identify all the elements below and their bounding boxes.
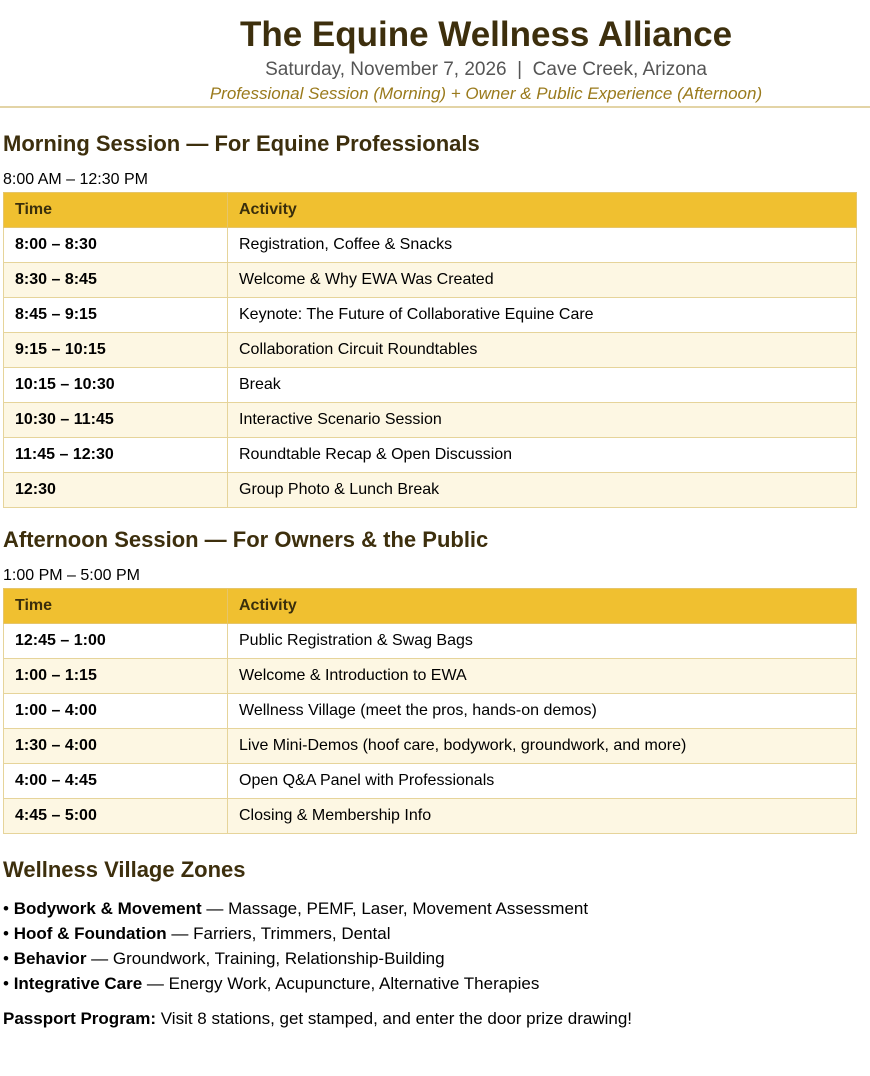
row-activity: Break	[228, 368, 857, 403]
row-time: 1:00 – 1:15	[4, 659, 228, 694]
row-time: 1:30 – 4:00	[4, 729, 228, 764]
column-header-activity: Activity	[228, 589, 857, 624]
passport-program	[0, 1008, 870, 1030]
table-row	[4, 228, 857, 263]
table-row	[4, 799, 857, 834]
afternoon-time-range: 1:00 PM – 5:00 PM	[3, 567, 140, 584]
zone-desc: — Energy Work, Acupuncture, Alternative Therapies	[142, 974, 540, 993]
morning-schedule-table	[3, 192, 857, 508]
row-activity: Welcome & Why EWA Was Created	[228, 263, 857, 298]
row-activity: Wellness Village (meet the pros, hands-on demos)	[228, 694, 857, 729]
row-time: 10:15 – 10:30	[4, 368, 228, 403]
zones-heading: Wellness Village Zones	[3, 857, 246, 882]
morning-heading: Morning Session — For Equine Professionals	[3, 131, 480, 156]
list-item: • Integrative Care — Energy Work, Acupuncture, Alternative Therapies	[3, 974, 540, 993]
table-row	[4, 298, 857, 333]
table-row	[4, 263, 857, 298]
table-row	[4, 473, 857, 508]
column-header-activity: Activity	[228, 193, 857, 228]
table-header-row	[4, 193, 857, 228]
row-time: 11:45 – 12:30	[4, 438, 228, 473]
zones-list	[0, 896, 870, 996]
passport-label: Passport Program:	[3, 1009, 157, 1028]
list-item: • Hoof & Foundation — Farriers, Trimmers, Dental	[3, 924, 391, 943]
event-date-location: Saturday, November 7, 2026 | Cave Creek, Arizona	[265, 59, 707, 80]
event-tagline: Professional Session (Morning) + Owner & Public Experience (Afternoon)	[209, 84, 763, 103]
afternoon-heading: Afternoon Session — For Owners & the Public	[3, 527, 489, 552]
list-item: • Behavior — Groundwork, Training, Relationship-Building	[3, 949, 445, 968]
row-time: 8:00 – 8:30	[4, 228, 228, 263]
row-time: 10:30 – 11:45	[4, 403, 228, 438]
row-activity: Welcome & Introduction to EWA	[228, 659, 857, 694]
row-activity: Collaboration Circuit Roundtables	[228, 333, 857, 368]
row-activity: Live Mini-Demos (hoof care, bodywork, groundwork, and more)	[228, 729, 857, 764]
passport-text: Visit 8 stations, get stamped, and enter the door prize drawing!	[156, 1009, 633, 1028]
zone-name: Behavior	[13, 949, 87, 968]
zone-desc: — Massage, PEMF, Laser, Movement Assessment	[201, 899, 589, 918]
table-row	[4, 764, 857, 799]
row-time: 12:45 – 1:00	[4, 624, 228, 659]
row-activity: Keynote: The Future of Collaborative Equine Care	[228, 298, 857, 333]
morning-time-range: 8:00 AM – 12:30 PM	[3, 171, 148, 188]
row-activity: Closing & Membership Info	[228, 799, 857, 834]
row-time: 8:45 – 9:15	[4, 298, 228, 333]
zone-desc: — Groundwork, Training, Relationship-Building	[86, 949, 445, 968]
zone-desc: — Farriers, Trimmers, Dental	[166, 924, 391, 943]
row-time: 4:00 – 4:45	[4, 764, 228, 799]
row-activity: Group Photo & Lunch Break	[228, 473, 857, 508]
row-activity: Interactive Scenario Session	[228, 403, 857, 438]
table-row	[4, 729, 857, 764]
row-time: 12:30	[4, 473, 228, 508]
table-row	[4, 368, 857, 403]
column-header-time: Time	[4, 589, 228, 624]
column-header-time: Time	[4, 193, 228, 228]
table-row	[4, 659, 857, 694]
row-time: 9:15 – 10:15	[4, 333, 228, 368]
row-activity: Open Q&A Panel with Professionals	[228, 764, 857, 799]
page-header	[0, 0, 870, 108]
page-title: The Equine Wellness Alliance	[239, 15, 733, 54]
row-time: 1:00 – 4:00	[4, 694, 228, 729]
row-time: 4:45 – 5:00	[4, 799, 228, 834]
row-activity: Public Registration & Swag Bags	[228, 624, 857, 659]
row-activity: Roundtable Recap & Open Discussion	[228, 438, 857, 473]
list-item: • Bodywork & Movement — Massage, PEMF, Laser, Movement Assessment	[3, 899, 589, 918]
table-header-row	[4, 589, 857, 624]
table-row	[4, 438, 857, 473]
zone-name: Integrative Care	[13, 974, 143, 993]
table-row	[4, 624, 857, 659]
row-time: 8:30 – 8:45	[4, 263, 228, 298]
table-row	[4, 694, 857, 729]
table-row	[4, 403, 857, 438]
zone-name: Hoof & Foundation	[13, 924, 167, 943]
zone-name: Bodywork & Movement	[13, 899, 202, 918]
table-row	[4, 333, 857, 368]
row-activity: Registration, Coffee & Snacks	[228, 228, 857, 263]
afternoon-schedule-table	[3, 588, 857, 834]
